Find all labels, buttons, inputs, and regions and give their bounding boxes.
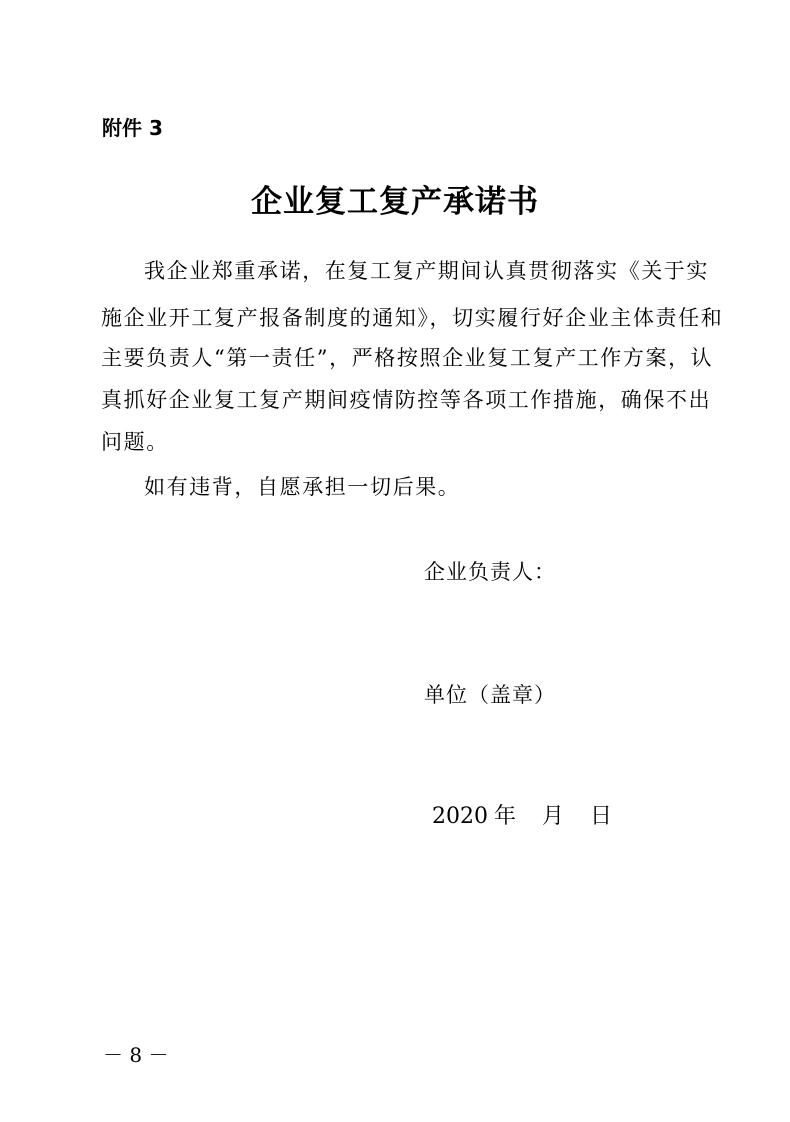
page-number: － 8 － — [103, 1043, 169, 1067]
attachment-label: 附件 3 — [102, 116, 163, 140]
paragraph-1-line: 我企业郑重承诺，在复工复产期间认真贯彻落实《关于实 — [144, 259, 709, 283]
paragraph-2: 如有违背，自愿承担一切后果。 — [144, 475, 461, 499]
date-year: 2020 — [432, 804, 488, 829]
date-year-unit: 年 — [494, 804, 517, 829]
paragraph-1-line: 主要负责人“第一责任”，严格按照企业复工复产工作方案，认 — [101, 346, 714, 370]
paragraph-1-line: 施企业开工复产报备制度的通知》，切实履行好企业主体责任和 — [101, 306, 724, 330]
date-day-unit: 日 — [590, 804, 613, 829]
document-title: 企业复工复产承诺书 — [251, 184, 539, 220]
paragraph-1-line: 真抓好企业复工复产期间疫情防控等各项工作措施，确保不出 — [101, 388, 712, 412]
date-month-unit: 月 — [542, 804, 565, 829]
paragraph-1-line: 问题。 — [101, 430, 169, 454]
responsible-person-label: 企业负责人： — [424, 560, 556, 584]
date-line — [432, 802, 612, 832]
unit-seal-label: 单位（盖章） — [424, 683, 556, 707]
